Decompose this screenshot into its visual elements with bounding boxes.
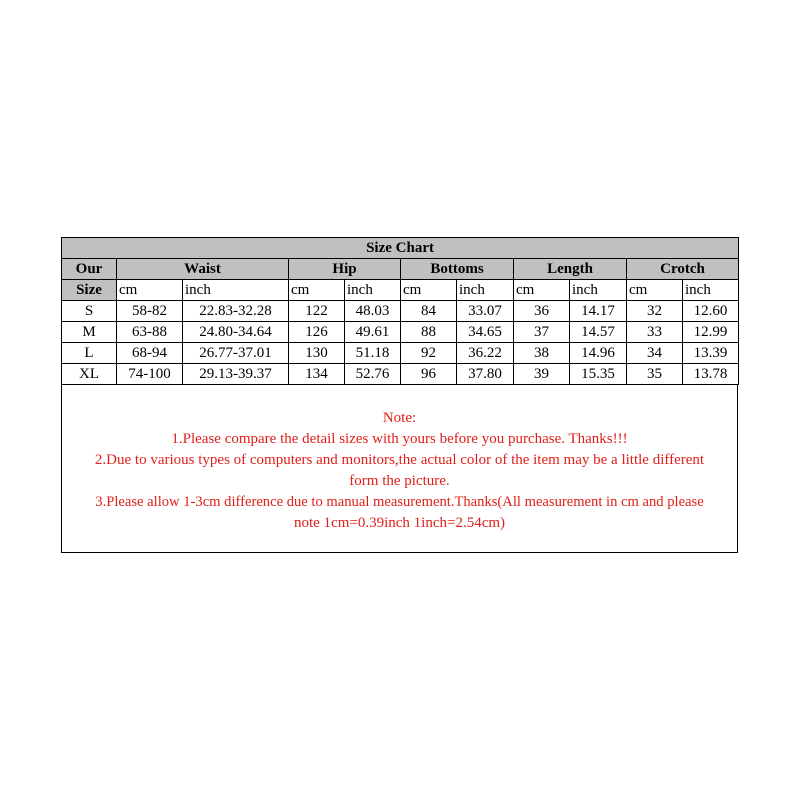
unit-cm: cm: [514, 280, 570, 301]
note-line-2a: 2.Due to various types of computers and monitors,the actual color of the item may be a little different: [94, 452, 705, 468]
length-cm-cell: 38: [514, 343, 570, 364]
waist-cm-cell: 58-82: [117, 301, 183, 322]
waist-inch-cell: 29.13-39.37: [183, 364, 289, 385]
bottoms-inch-cell: 36.22: [457, 343, 514, 364]
note-line-2b: form the picture.: [349, 473, 450, 489]
waist-cm-cell: 68-94: [117, 343, 183, 364]
crotch-header: Crotch: [627, 259, 739, 280]
crotch-inch-cell: 12.60: [683, 301, 739, 322]
note-line-3b: note 1cm=0.39inch 1inch=2.54cm): [293, 515, 506, 531]
note-line-3a: 3.Please allow 1-3cm difference due to manual measurement.Thanks(All measurement in cm and please: [95, 494, 704, 510]
hip-header: Hip: [289, 259, 401, 280]
hip-cm-cell: 130: [289, 343, 345, 364]
hip-cm-cell: 126: [289, 322, 345, 343]
size-table: [61, 237, 739, 385]
bottoms-inch-cell: 37.80: [457, 364, 514, 385]
unit-inch: inch: [345, 280, 401, 301]
bottoms-cm-cell: 88: [401, 322, 457, 343]
crotch-cm-cell: 34: [627, 343, 683, 364]
bottoms-cm-cell: 96: [401, 364, 457, 385]
crotch-cm-cell: 32: [627, 301, 683, 322]
size-cell: M: [62, 322, 117, 343]
unit-inch: inch: [683, 280, 739, 301]
hip-cm-cell: 122: [289, 301, 345, 322]
hip-inch-cell: 51.18: [345, 343, 401, 364]
crotch-cm-cell: 33: [627, 322, 683, 343]
crotch-inch-cell: 12.99: [683, 322, 739, 343]
size-header-top: Our: [62, 259, 117, 280]
crotch-inch-cell: 13.39: [683, 343, 739, 364]
crotch-inch-cell: 13.78: [683, 364, 739, 385]
bottoms-header: Bottoms: [401, 259, 514, 280]
table-row: [62, 322, 739, 343]
size-chart: [61, 237, 738, 553]
table-row: [62, 364, 739, 385]
note-line-1: 1.Please compare the detail sizes with yours before you purchase. Thanks!!!: [171, 431, 628, 447]
waist-header: Waist: [117, 259, 289, 280]
length-cm-cell: 39: [514, 364, 570, 385]
hip-cm-cell: 134: [289, 364, 345, 385]
crotch-cm-cell: 35: [627, 364, 683, 385]
size-header-bottom: Size: [62, 280, 117, 301]
unit-cm: cm: [627, 280, 683, 301]
waist-cm-cell: 63-88: [117, 322, 183, 343]
note-heading: Note:: [382, 410, 417, 426]
unit-inch: inch: [570, 280, 627, 301]
size-cell: L: [62, 343, 117, 364]
unit-cm: cm: [289, 280, 345, 301]
bottoms-cm-cell: 84: [401, 301, 457, 322]
length-cm-cell: 36: [514, 301, 570, 322]
notes-box: [61, 385, 738, 553]
hip-inch-cell: 48.03: [345, 301, 401, 322]
hip-inch-cell: 49.61: [345, 322, 401, 343]
waist-inch-cell: 24.80-34.64: [183, 322, 289, 343]
size-cell: S: [62, 301, 117, 322]
waist-inch-cell: 26.77-37.01: [183, 343, 289, 364]
unit-cm: cm: [401, 280, 457, 301]
bottoms-inch-cell: 33.07: [457, 301, 514, 322]
length-inch-cell: 14.57: [570, 322, 627, 343]
waist-inch-cell: 22.83-32.28: [183, 301, 289, 322]
length-header: Length: [514, 259, 627, 280]
bottoms-inch-cell: 34.65: [457, 322, 514, 343]
size-cell: XL: [62, 364, 117, 385]
waist-cm-cell: 74-100: [117, 364, 183, 385]
length-inch-cell: 14.96: [570, 343, 627, 364]
bottoms-cm-cell: 92: [401, 343, 457, 364]
unit-inch: inch: [183, 280, 289, 301]
length-inch-cell: 14.17: [570, 301, 627, 322]
table-row: [62, 301, 739, 322]
unit-inch: inch: [457, 280, 514, 301]
unit-cm: cm: [117, 280, 183, 301]
length-cm-cell: 37: [514, 322, 570, 343]
table-row: [62, 343, 739, 364]
chart-title: Size Chart: [62, 238, 739, 259]
hip-inch-cell: 52.76: [345, 364, 401, 385]
length-inch-cell: 15.35: [570, 364, 627, 385]
